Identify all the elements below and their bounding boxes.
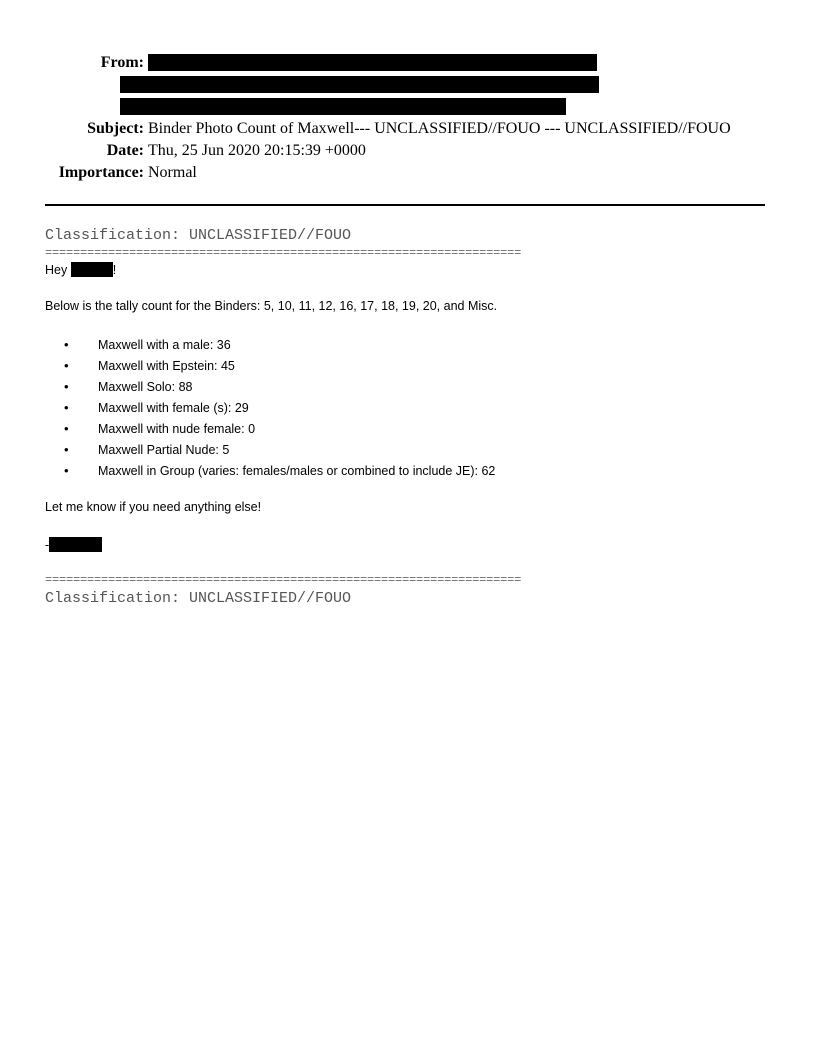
greeting bbox=[45, 262, 116, 278]
bullet-icon: • bbox=[64, 442, 69, 457]
bullet-icon: • bbox=[64, 379, 69, 394]
bullet-icon: • bbox=[64, 421, 69, 436]
bullet-icon: • bbox=[64, 337, 69, 352]
redacted-sender-line-2 bbox=[120, 76, 599, 93]
separator-bottom: ==================================================================== bbox=[45, 574, 522, 586]
classification-banner-top: Classification: UNCLASSIFIED//FOUO bbox=[45, 227, 352, 244]
redacted-recipient-name bbox=[71, 262, 113, 277]
bullet-icon: • bbox=[64, 463, 69, 478]
importance-label: Importance: bbox=[58, 164, 144, 181]
from-label: From: bbox=[100, 54, 144, 71]
closing-text: Let me know if you need anything else! bbox=[45, 500, 262, 514]
importance-value: Normal bbox=[148, 164, 197, 181]
header-divider bbox=[45, 204, 765, 206]
bullet-icon: • bbox=[64, 358, 69, 373]
subject-value: Binder Photo Count of Maxwell--- UNCLASSIFIED//FOUO --- UNCLASSIFIED//FOUO bbox=[148, 120, 731, 137]
date-value: Thu, 25 Jun 2020 20:15:39 +0000 bbox=[148, 142, 366, 159]
classification-banner-bottom: Classification: UNCLASSIFIED//FOUO bbox=[45, 590, 352, 607]
bullet-icon: • bbox=[64, 400, 69, 415]
redacted-sender-line-1 bbox=[148, 54, 597, 71]
redacted-sender-line-3 bbox=[120, 98, 566, 115]
date-label: Date: bbox=[106, 142, 144, 159]
greeting-suffix: ! bbox=[112, 263, 117, 277]
signature-prefix: - bbox=[45, 538, 50, 552]
intro-text: Below is the tally count for the Binders: 5, 10, 11, 12, 16, 17, 18, 19, 20, and Misc. bbox=[45, 299, 498, 313]
signature bbox=[45, 537, 102, 553]
subject-label: Subject: bbox=[87, 120, 144, 137]
redacted-sender-signature bbox=[49, 537, 102, 552]
greeting-prefix: Hey bbox=[45, 263, 71, 277]
separator-top: ==================================================================== bbox=[45, 247, 522, 259]
